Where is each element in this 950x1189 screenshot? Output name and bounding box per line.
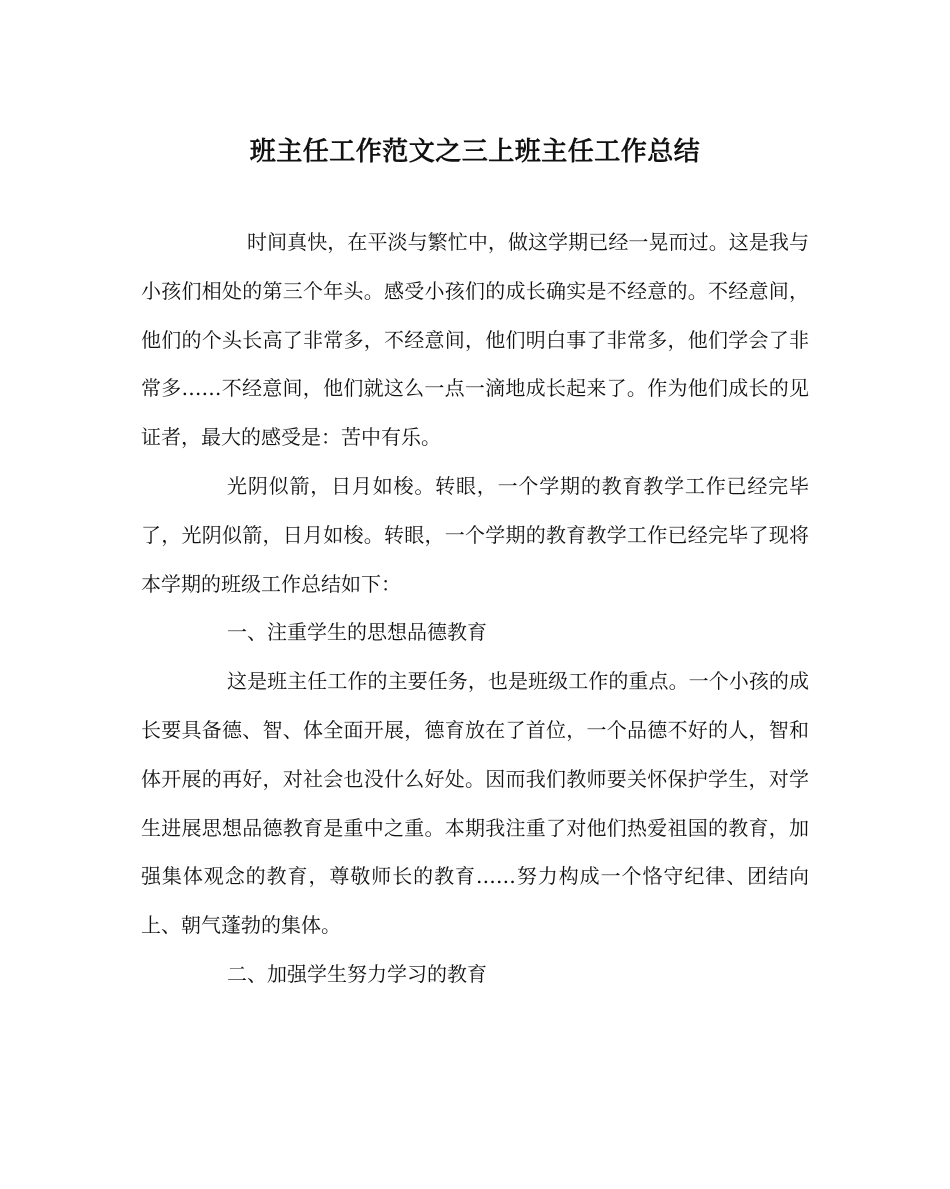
document-body: [141, 218, 809, 999]
paragraph-overview: 光阴似箭，日月如梭。转眼，一个学期的教育教学工作已经完毕了，光阴似箭，日月如梭。转眼，一个学期的教育教学工作已经完毕了现将本学期的班级工作总结如下：: [141, 473, 809, 596]
document-title: 班主任工作范文之三上班主任工作总结: [249, 137, 701, 167]
section-heading-moral-education: 一、注重学生的思想品德教育: [227, 620, 487, 645]
paragraph-intro: 时间真快，在平淡与繁忙中，做这学期已经一晃而过。这是我与小孩们相处的第三个年头。感受小孩们的成长确实是不经意的。不经意间，他们的个头长高了非常多，不经意间，他们明白事了非常多，他们学会了非常多……不经意间，他们就这么一点一滴地成长起来了。作为他们成长的见证者，最大的感受是：苦中有乐。: [141, 230, 809, 450]
section-heading-study-education: 二、加强学生努力学习的教育: [227, 961, 487, 986]
paragraph-moral-education: 这是班主任工作的主要任务，也是班级工作的重点。一个小孩的成长要具备德、智、体全面开展，德育放在了首位，一个品德不好的人，智和体开展的再好，对社会也没什么好处。因而我们教师要关怀保护学生，对学生进展思想品德教育是重中之重。本期我注重了对他们热爱祖国的教育，加强集体观念的教育，尊敬师长的教育……努力构成一个恪守纪律、团结向上、朝气蓬勃的集体。: [141, 669, 809, 938]
